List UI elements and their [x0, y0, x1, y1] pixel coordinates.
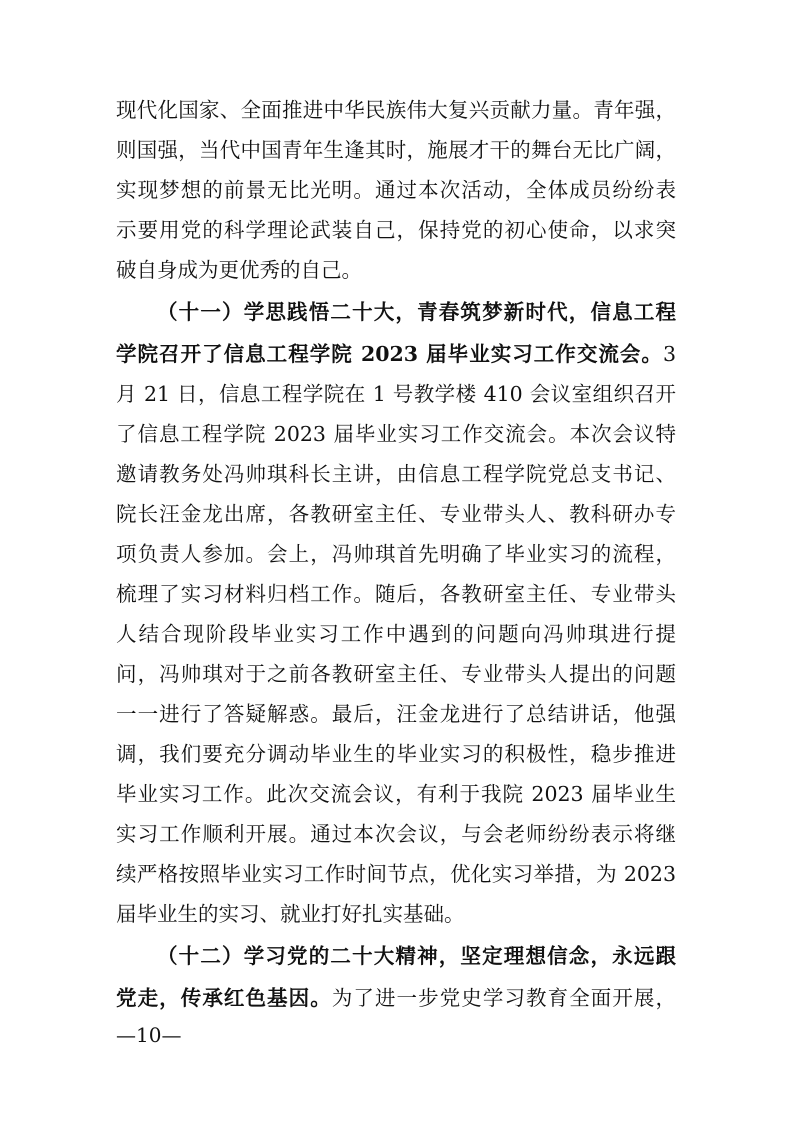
body-text-line: 届毕业生的实习、就业打好扎实基础。: [116, 902, 465, 926]
body-text-line: 实现梦想的前景无比光明。通过本次活动，全体成员纷纷表: [116, 178, 676, 202]
body-text-line: 续严格按照毕业实习工作时间节点，优化实习举措，为 2023: [116, 862, 676, 886]
body-text-line: 项负责人参加。会上，冯帅琪首先明确了毕业实习的流程，: [116, 542, 676, 566]
page-number: —10—: [116, 1023, 182, 1047]
body-text-line: 月 21 日，信息工程学院在 1 号教学楼 410 会议室组织召开: [116, 382, 676, 406]
body-text-line: 破自身成为更优秀的自己。: [116, 258, 362, 282]
body-text-fragment: 3: [662, 342, 676, 366]
body-text-line: 一一进行了答疑解惑。最后，汪金龙进行了总结讲话，他强: [116, 702, 676, 726]
section-heading-12-line: [116, 978, 676, 1018]
section-heading-12-continuation: 党走，传承红色基因。: [116, 986, 332, 1010]
body-text-line: 调，我们要充分调动毕业生的毕业实习的积极性，稳步推进: [116, 742, 676, 766]
body-text-line: 现代化国家、全面推进中华民族伟大复兴贡献力量。青年强，: [116, 98, 676, 122]
body-text-fragment: 为了进一步党史学习教育全面开展，: [331, 986, 677, 1010]
body-text-line: 人结合现阶段毕业实习工作中遇到的问题向冯帅琪进行提: [116, 622, 676, 646]
body-text-line: 实习工作顺利开展。通过本次会议，与会老师纷纷表示将继: [116, 822, 676, 846]
body-text-line: 邀请教务处冯帅琪科长主讲，由信息工程学院党总支书记、: [116, 462, 676, 486]
body-text-line: 梳理了实习材料归档工作。随后，各教研室主任、专业带头: [116, 582, 676, 606]
body-text-line: 院长汪金龙出席，各教研室主任、专业带头人、教科研办专: [116, 502, 676, 526]
section-heading-11: （十一）学思践悟二十大，青春筑梦新时代，信息工程: [157, 300, 676, 324]
body-text-line: 示要用党的科学理论武装自己，保持党的初心使命，以求突: [116, 218, 676, 242]
section-heading-11-continuation: 学院召开了信息工程学院 2023 届毕业实习工作交流会。: [116, 342, 663, 366]
body-text-line: 问，冯帅琪对于之前各教研室主任、专业带头人提出的问题: [116, 662, 676, 686]
section-heading-12: （十二）学习党的二十大精神，坚定理想信念，永远跟: [157, 944, 676, 968]
body-text-line: 毕业实习工作。此次交流会议，有利于我院 2023 届毕业生: [116, 782, 676, 806]
body-text-line: 了信息工程学院 2023 届毕业实习工作交流会。本次会议特: [116, 422, 676, 446]
section-heading-11-line: [116, 334, 676, 374]
body-text-line: 则国强，当代中国青年生逢其时，施展才干的舞台无比广阔，: [116, 138, 676, 162]
